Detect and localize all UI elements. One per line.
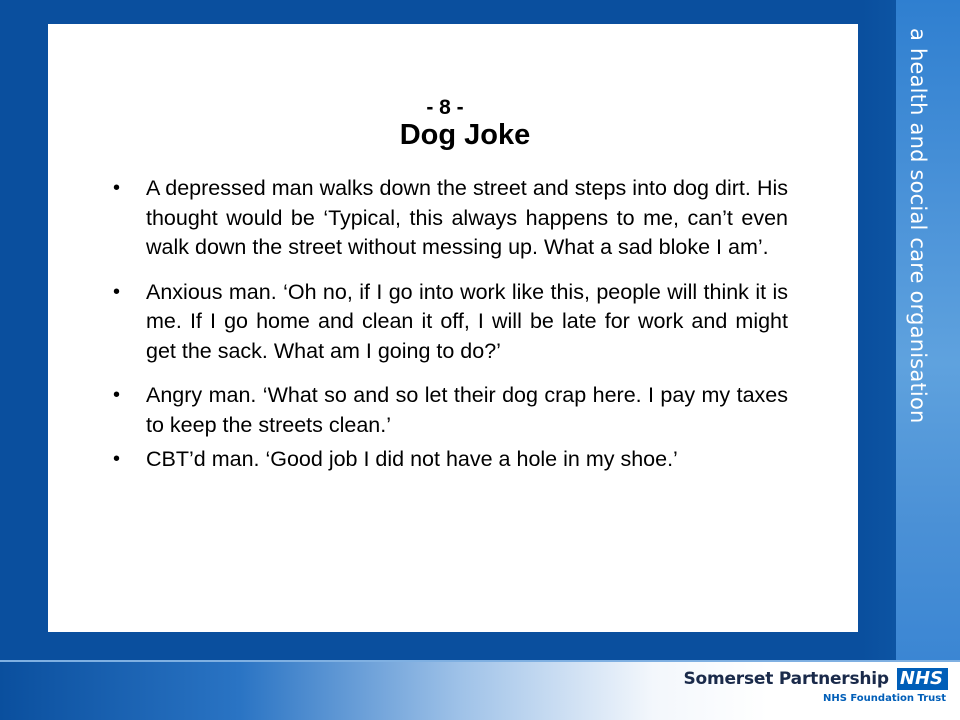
bullet-text: CBT’d man. ‘Good job I did not have a hole in my shoe.’ xyxy=(146,447,678,471)
sidebar-tagline: a health and social care organisation xyxy=(906,28,930,424)
bullet-item xyxy=(113,445,788,475)
bullet-text: Anxious man. ‘Oh no, if I go into work like this, people will think it is me. If I go home and clean it off, I will be late for work and might get the sack. What am I going to do?’ xyxy=(146,279,788,363)
bullet-icon: • xyxy=(113,177,121,199)
bullet-icon: • xyxy=(113,384,121,406)
nhs-logo: NHS xyxy=(897,668,948,690)
bullet-item xyxy=(113,278,788,367)
bullet-icon: • xyxy=(113,280,121,303)
page-number: - 8 - xyxy=(426,96,464,119)
brand-name: Somerset Partnership xyxy=(683,669,889,689)
bullet-text: A depressed man walks down the street and steps into dog dirt. His thought would be ‘Typical, this always happens to me, can’t even walk down the street without messing up. What a sad bloke I am’. xyxy=(146,176,788,259)
bullet-item xyxy=(113,174,788,263)
bullet-icon: • xyxy=(113,448,121,470)
bullet-item xyxy=(113,381,788,440)
brand-block xyxy=(683,668,948,704)
bullet-text: Angry man. ‘What so and so let their dog crap here. I pay my taxes to keep the streets clean.’ xyxy=(146,383,788,437)
slide-title: Dog Joke xyxy=(399,119,531,151)
side-shade xyxy=(862,0,896,660)
slide-content xyxy=(48,24,858,632)
brand-subtitle: NHS Foundation Trust xyxy=(822,693,946,704)
brand-row xyxy=(683,668,948,690)
bullet-list xyxy=(113,174,788,490)
footer-divider xyxy=(0,660,960,662)
